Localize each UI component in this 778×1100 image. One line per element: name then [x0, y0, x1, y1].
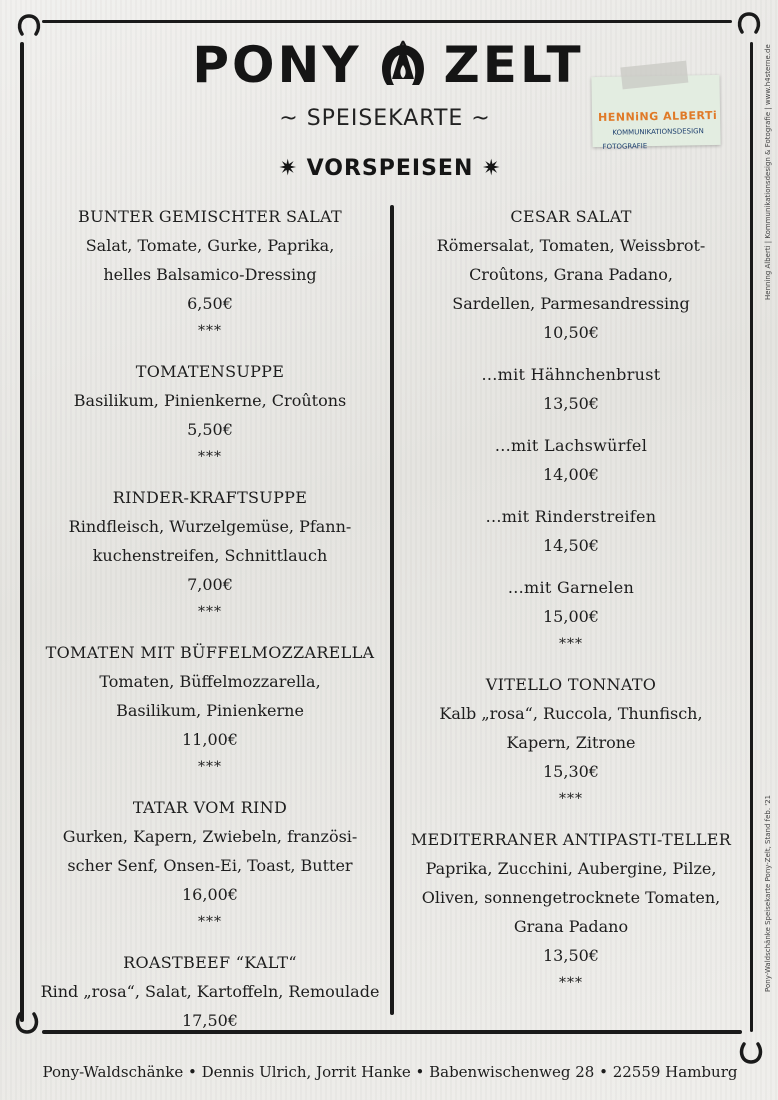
- menu-column-left: [40, 203, 380, 1035]
- menu-item: [40, 203, 380, 344]
- separator: ***: [198, 604, 222, 620]
- item-price: 11,00€: [182, 730, 238, 749]
- horseshoe-icon: [16, 12, 42, 38]
- item-price: 15,30€: [543, 762, 599, 781]
- tape-strip: [620, 61, 688, 90]
- separator: ***: [198, 759, 222, 775]
- menu-item: [40, 484, 380, 625]
- menu-item: [404, 203, 738, 347]
- item-name: TOMATEN MIT BÜFFELMOZZARELLA: [45, 643, 375, 662]
- menu-option: [404, 432, 738, 489]
- menu-item: [404, 826, 738, 996]
- option-name: ...mit Rinderstreifen: [485, 507, 657, 526]
- option-name: ...mit Hähnchenbrust: [481, 365, 661, 384]
- menu-option: [404, 503, 738, 560]
- option-name: ...mit Garnelen: [507, 578, 635, 597]
- menu-option: [404, 361, 738, 418]
- footer-address: Pony-Waldschänke • Dennis Ulrich, Jorrit Hanke • Babenwischenweg 28 • 22559 Hamburg: [42, 1063, 738, 1081]
- item-name: TATAR VOM RIND: [132, 798, 288, 817]
- frame-left-line: [20, 42, 24, 1022]
- horseshoe-icon: [14, 1010, 40, 1036]
- option-price: 14,50€: [543, 536, 599, 555]
- badge-line-2: FOTOGRAFIE: [602, 142, 648, 151]
- item-name: ROASTBEEF “KALT“: [123, 953, 297, 972]
- menu-item: [40, 794, 380, 935]
- menu-option: [404, 574, 738, 657]
- item-price: 7,00€: [187, 575, 233, 594]
- horseshoe-icon: [738, 1040, 764, 1066]
- option-price: 15,00€: [543, 607, 599, 626]
- item-price: 17,50€: [182, 1011, 238, 1030]
- separator: ***: [559, 791, 583, 807]
- item-desc: scher Senf, Onsen-Ei, Toast, Butter: [67, 856, 353, 875]
- column-divider: [390, 205, 394, 1015]
- option-price: 14,00€: [543, 465, 599, 484]
- badge-line-1: KOMMUNIKATIONSDESIGN: [612, 127, 704, 137]
- menu-item: [40, 639, 380, 780]
- photographer-badge: [591, 75, 720, 151]
- item-name: CESAR SALAT: [510, 207, 632, 226]
- menu-item: [404, 671, 738, 812]
- item-desc: Croûtons, Grana Padano,: [469, 265, 673, 284]
- item-name: VITELLO TONNATO: [485, 675, 657, 694]
- item-price: 10,50€: [543, 323, 599, 342]
- item-price: 5,50€: [187, 420, 233, 439]
- frame-right-line: [750, 42, 753, 1032]
- separator: ***: [559, 975, 583, 991]
- item-desc: Salat, Tomate, Gurke, Paprika,: [85, 236, 335, 255]
- item-name: MEDITERRANER ANTIPASTI-TELLER: [410, 830, 732, 849]
- menu-column-right: [404, 203, 738, 1010]
- item-desc: Sardellen, Parmesandressing: [452, 294, 690, 313]
- item-desc: Basilikum, Pinienkerne: [116, 701, 304, 720]
- item-desc: Basilikum, Pinienkerne, Croûtons: [73, 391, 347, 410]
- item-price: 6,50€: [187, 294, 233, 313]
- badge-name: HENNiNG ALBERTi: [597, 108, 718, 125]
- item-desc: Grana Padano: [513, 917, 629, 936]
- menu-item: [40, 949, 380, 1035]
- option-name: ...mit Lachswürfel: [494, 436, 648, 455]
- item-desc: Kalb „rosa“, Ruccola, Thunfisch,: [439, 704, 703, 723]
- logo-word-pony: PONY: [192, 36, 362, 94]
- item-name: TOMATENSUPPE: [135, 362, 285, 381]
- item-name: RINDER-KRAFTSUPPE: [112, 488, 308, 507]
- pony-zelt-logo: [190, 34, 586, 96]
- separator: ***: [198, 449, 222, 465]
- item-price: 13,50€: [543, 946, 599, 965]
- side-credit-text: Henning Alberti | Kommunikationsdesign & Fotografie | www.h4sterne.de: [764, 44, 772, 300]
- item-desc: Kapern, Zitrone: [506, 733, 636, 752]
- frame-top-line: [42, 20, 732, 23]
- subtitle: ~ SPEISEKARTE ~: [279, 106, 491, 131]
- separator: ***: [559, 636, 583, 652]
- option-price: 13,50€: [543, 394, 599, 413]
- tent-horseshoe-icon: [378, 39, 428, 91]
- item-name: BUNTER GEMISCHTER SALAT: [78, 207, 342, 226]
- menu-item: [40, 358, 380, 470]
- section-title: ✷ VORSPEISEN ✷: [278, 156, 502, 181]
- separator: ***: [198, 323, 222, 339]
- separator: ***: [198, 914, 222, 930]
- item-desc: kuchenstreifen, Schnittlauch: [92, 546, 328, 565]
- item-desc: helles Balsamico-Dressing: [103, 265, 317, 284]
- item-desc: Paprika, Zucchini, Aubergine, Pilze,: [425, 859, 717, 878]
- item-desc: Tomaten, Büffelmozzarella,: [99, 672, 321, 691]
- item-desc: Rind „rosa“, Salat, Kartoffeln, Remoulade: [40, 982, 380, 1001]
- item-desc: Römersalat, Tomaten, Weissbrot-: [436, 236, 706, 255]
- horseshoe-icon: [736, 10, 762, 36]
- logo-word-zelt: ZELT: [443, 36, 584, 94]
- item-desc: Gurken, Kapern, Zwiebeln, französi-: [62, 827, 358, 846]
- item-price: 16,00€: [182, 885, 238, 904]
- side-stand-text: Pony-Waldschänke Speisekarte Pony-Zelt, Stand feb. '21: [764, 794, 772, 992]
- item-desc: Rindfleisch, Wurzelgemüse, Pfann-: [68, 517, 352, 536]
- item-desc: Oliven, sonnengetrocknete Tomaten,: [421, 888, 721, 907]
